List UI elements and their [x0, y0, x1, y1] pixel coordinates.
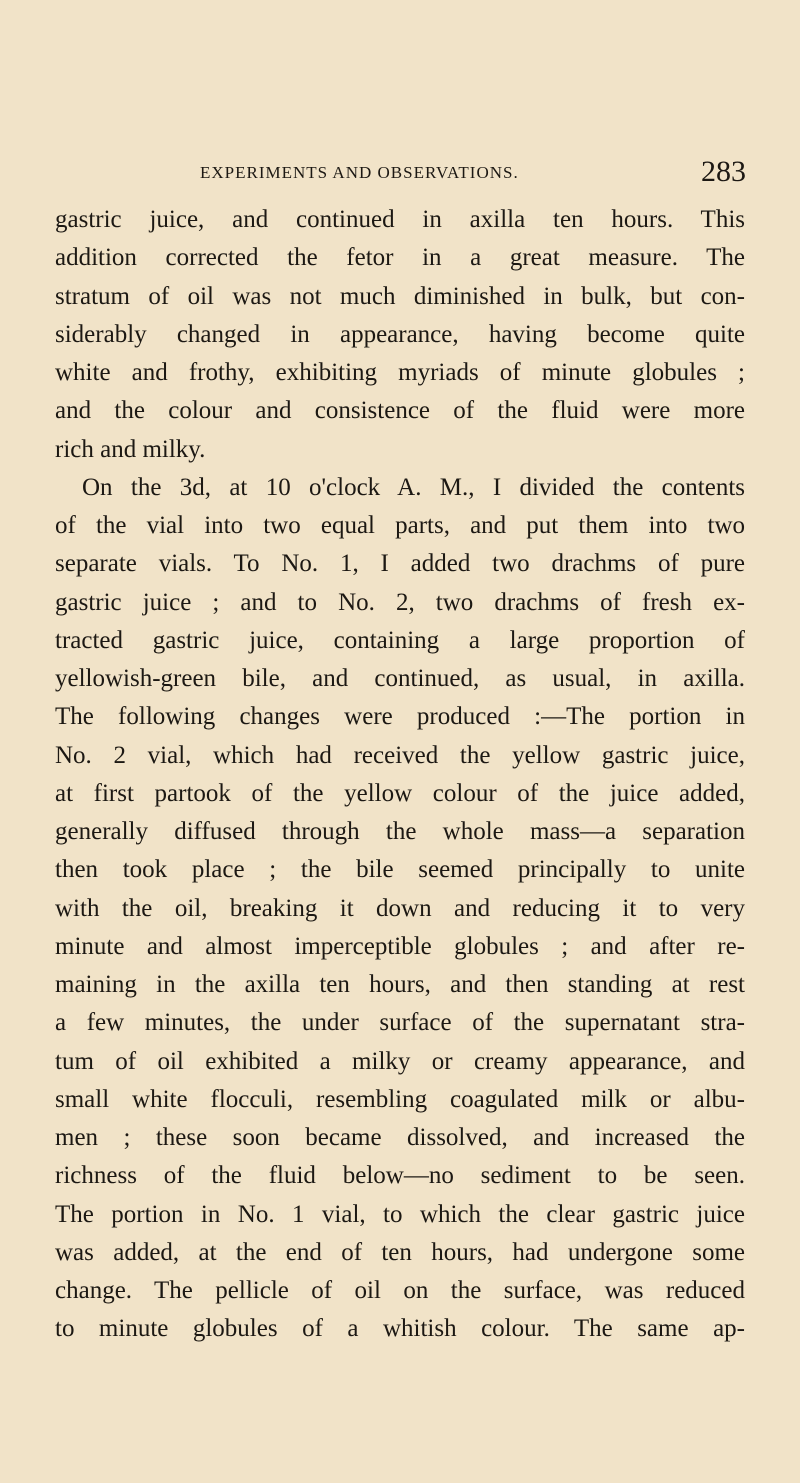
text-line: white and frothy, exhibiting myriads of minute globules ;: [55, 359, 745, 386]
text-line: maining in the axilla ten hours, and then standing at rest: [55, 971, 745, 998]
page-number: 283: [701, 155, 746, 188]
text-line: change. The pellicle of oil on the surface, was reduced: [55, 1277, 745, 1304]
text-line: of the vial into two equal parts, and put them into two: [55, 512, 745, 539]
body-text: [55, 201, 745, 1349]
text-line: separate vials. To No. 1, I added two drachms of pure: [55, 550, 745, 578]
text-line: The portion in No. 1 vial, to which the clear gastric juice: [55, 1200, 745, 1228]
text-line: rich and milky.: [55, 435, 206, 463]
text-line: minute and almost imperceptible globules ; and after re-: [55, 932, 745, 960]
paragraph-start-line: On the 3d, at 10 o'clock A. M., I divided the contents: [82, 473, 745, 501]
running-header: EXPERIMENTS AND OBSERVATIONS.: [200, 163, 519, 182]
text-line: siderably changed in appearance, having become quite: [55, 320, 745, 348]
text-line: generally diffused through the whole mass—a separation: [55, 818, 745, 845]
text-line: No. 2 vial, which had received the yellow gastric juice,: [55, 741, 745, 769]
text-line: The following changes were produced :—The portion in: [55, 703, 745, 731]
text-line: with the oil, breaking it down and reducing it to very: [55, 894, 745, 922]
text-line: stratum of oil was not much diminished in bulk, but con-: [55, 282, 745, 310]
text-line: gastric juice, and continued in axilla ten hours. This: [55, 206, 745, 233]
text-line: was added, at the end of ten hours, had undergone some: [55, 1238, 745, 1266]
text-line: richness of the fluid below—no sediment to be seen.: [55, 1162, 745, 1190]
text-line: gastric juice ; and to No. 2, two drachms of fresh ex-: [55, 588, 745, 616]
text-line: at first partook of the yellow colour of the juice added,: [55, 779, 745, 807]
text-line: men ; these soon became dissolved, and increased the: [55, 1124, 745, 1151]
text-line: small white flocculi, resembling coagulated milk or albu-: [55, 1085, 745, 1113]
text-line: tum of oil exhibited a milky or creamy appearance, and: [55, 1047, 745, 1075]
text-line: a few minutes, the under surface of the supernatant stra-: [55, 1009, 745, 1037]
text-line: and the colour and consistence of the fluid were more: [55, 397, 745, 425]
text-line: then took place ; the bile seemed principally to unite: [55, 856, 745, 884]
text-line: yellowish-green bile, and continued, as usual, in axilla.: [55, 665, 745, 692]
text-line: to minute globules of a whitish colour. The same ap-: [55, 1315, 745, 1343]
text-line: addition corrected the fetor in a great measure. The: [55, 244, 745, 272]
text-line: tracted gastric juice, containing a large proportion of: [55, 626, 745, 654]
